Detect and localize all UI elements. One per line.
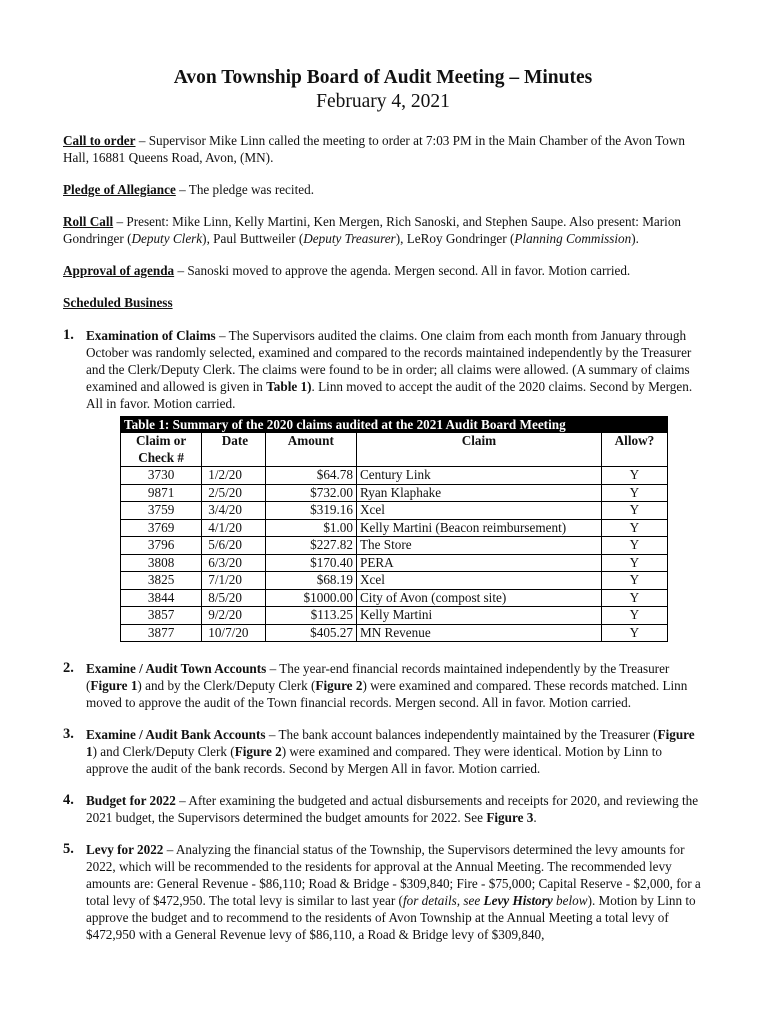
allow-cell: Y [601, 572, 667, 590]
table-row [121, 607, 668, 625]
amount-cell: $1000.00 [265, 589, 356, 607]
item-heading: Examine / Audit Bank Accounts [86, 727, 266, 742]
item-heading: Examine / Audit Town Accounts [86, 661, 267, 676]
item-text: ) and by the Clerk/Deputy Clerk ( [137, 678, 316, 693]
table-row [121, 624, 668, 642]
item-text: ). Motion by Linn to approve the budget and to recommend to the residents of Avon Township at the Annual Meeting a total levy of $472,950 with a General Revenue levy of $86,110, a Road & Bridge levy of $309,840, [86, 893, 696, 942]
table-row [121, 572, 668, 590]
date-cell: 4/1/20 [202, 519, 265, 537]
table-row [121, 537, 668, 555]
amount-cell: $1.00 [265, 519, 356, 537]
table-row [121, 467, 668, 485]
column-header-claim-number: Claim or Check # [121, 433, 202, 467]
item-number: 5. [63, 841, 74, 857]
business-item-4 [63, 792, 703, 826]
allow-cell: Y [601, 519, 667, 537]
figure-reference: Figure 2 [234, 744, 282, 759]
table-row [121, 519, 668, 537]
table-header-row [121, 433, 668, 467]
item-text: – Analyzing the financial status of the Township, the Supervisors determined the levy amounts for 2022, which will be recommended to the residents for approval at the Annual Meeting. The recommended levy amounts are: General Revenue - $86,110; Road & Bridge - $309,840; Fire - $75,000; Capital Reserve - $2,000, for a total levy of $472,950. The total levy is similar to last year ( [86, 842, 701, 908]
column-header-allow: Allow? [601, 433, 667, 467]
roll-call-text: – Present: Mike Linn, Kelly Martini, Ken Mergen, Rich Sanoski, and Stephen Saupe. Also present: Marion Gondringer ( [63, 214, 682, 246]
roll-call-text: ), Paul Buttweiler ( [202, 231, 304, 246]
pledge-heading: Pledge of Allegiance [63, 182, 176, 197]
document-title: Avon Township Board of Audit Meeting – Minutes [173, 67, 593, 88]
role-planning-commission: Planning Commission [514, 231, 632, 246]
roll-call-text: ). [631, 231, 639, 246]
allow-cell: Y [601, 467, 667, 485]
claim-cell: City of Avon (compost site) [356, 589, 601, 607]
italic-note: for details, see [402, 893, 484, 908]
business-item-2 [63, 660, 703, 711]
item-number: 4. [63, 792, 74, 808]
role-deputy-clerk: Deputy Clerk [131, 231, 203, 246]
item-number: 1. [63, 327, 74, 343]
amount-cell: $64.78 [265, 467, 356, 485]
table-row [121, 589, 668, 607]
item-text: – After examining the budgeted and actual disbursements and receipts for 2020, and reviewing the 2021 budget, the Supervisors determined the budget amounts for 2022. See [86, 793, 699, 825]
allow-cell: Y [601, 537, 667, 555]
date-cell: 5/6/20 [202, 537, 265, 555]
claims-table-wrapper [63, 416, 703, 642]
claim-cell: PERA [356, 554, 601, 572]
table-reference: Table 1) [266, 379, 312, 394]
item-text: . Linn moved to accept the audit of the 2020 claims. Second by Mergen. All in favor. Motion carried. [86, 379, 693, 411]
date-cell: 3/4/20 [202, 502, 265, 520]
roll-call-text: ), LeRoy Gondringer ( [395, 231, 515, 246]
roll-call-heading: Roll Call [63, 214, 114, 229]
item-text: – The year-end financial records maintained independently by the Treasurer ( [86, 661, 670, 693]
call-to-order-text: – Supervisor Mike Linn called the meeting to order at 7:03 PM in the Main Chamber of the Avon Town Hall, 16881 Queens Road, Avon, (MN). [63, 133, 685, 165]
amount-cell: $170.40 [265, 554, 356, 572]
call-to-order-paragraph [63, 132, 703, 166]
table-row [121, 502, 668, 520]
claim-cell: The Store [356, 537, 601, 555]
claims-table-body [121, 467, 668, 642]
agenda-text: – Sanoski moved to approve the agenda. Mergen second. All in favor. Motion carried. [174, 263, 631, 278]
claim-number-cell: 3857 [121, 607, 202, 625]
claim-number-cell: 3844 [121, 589, 202, 607]
pledge-text: – The pledge was recited. [175, 182, 314, 197]
allow-cell: Y [601, 484, 667, 502]
amount-cell: $732.00 [265, 484, 356, 502]
allow-cell: Y [601, 554, 667, 572]
figure-reference: Figure 1 [90, 678, 138, 693]
call-to-order-heading: Call to order [63, 133, 136, 148]
column-header-claim: Claim [356, 433, 601, 467]
item-text: – The Supervisors audited the claims. One claim from each month from January through October was randomly selected, examined and compared to the records maintained independently by the Treasurer and the Clerk/Deputy Clerk. The claims were found to be in order; all claims were allowed. (A summary of claims examined and allowed is given in [86, 328, 692, 394]
date-cell: 1/2/20 [202, 467, 265, 485]
roll-call-paragraph [63, 213, 703, 247]
italic-note: below [552, 893, 588, 908]
claim-number-cell: 3796 [121, 537, 202, 555]
claim-cell: Ryan Klaphake [356, 484, 601, 502]
claim-cell: Kelly Martini (Beacon reimbursement) [356, 519, 601, 537]
allow-cell: Y [601, 607, 667, 625]
allow-cell: Y [601, 589, 667, 607]
figure-reference: Figure 1 [86, 727, 695, 759]
business-item-5 [63, 841, 703, 943]
amount-cell: $405.27 [265, 624, 356, 642]
claim-cell: Xcel [356, 502, 601, 520]
claim-number-cell: 9871 [121, 484, 202, 502]
date-cell: 7/1/20 [202, 572, 265, 590]
claim-number-cell: 3769 [121, 519, 202, 537]
agenda-heading: Approval of agenda [63, 263, 175, 278]
claim-number-cell: 3730 [121, 467, 202, 485]
amount-cell: $68.19 [265, 572, 356, 590]
table-row [121, 484, 668, 502]
table-caption-row [121, 417, 668, 434]
figure-reference: Figure 3 [486, 810, 534, 825]
amount-cell: $113.25 [265, 607, 356, 625]
date-cell: 9/2/20 [202, 607, 265, 625]
agenda-paragraph [63, 262, 703, 279]
item-heading: Examination of Claims [86, 328, 216, 343]
allow-cell: Y [601, 502, 667, 520]
pledge-paragraph [63, 181, 703, 198]
business-item-3 [63, 726, 703, 777]
claim-cell: MN Revenue [356, 624, 601, 642]
allow-cell: Y [601, 624, 667, 642]
item-number: 2. [63, 660, 74, 676]
claim-number-cell: 3825 [121, 572, 202, 590]
item-text: . [533, 810, 537, 825]
column-header-date: Date [202, 433, 265, 467]
table-caption: Table 1: Summary of the 2020 claims audited at the 2021 Audit Board Meeting [121, 417, 668, 434]
role-deputy-treasurer: Deputy Treasurer [303, 231, 396, 246]
column-header-amount: Amount [265, 433, 356, 467]
claim-cell: Xcel [356, 572, 601, 590]
date-cell: 8/5/20 [202, 589, 265, 607]
item-heading: Budget for 2022 [86, 793, 176, 808]
date-cell: 2/5/20 [202, 484, 265, 502]
item-number: 3. [63, 726, 74, 742]
amount-cell: $319.16 [265, 502, 356, 520]
minutes-page [63, 66, 703, 958]
claim-cell: Century Link [356, 467, 601, 485]
table-row [121, 554, 668, 572]
figure-reference: Figure 2 [315, 678, 363, 693]
item-text: ) and Clerk/Deputy Clerk ( [92, 744, 235, 759]
claim-cell: Kelly Martini [356, 607, 601, 625]
date-cell: 10/7/20 [202, 624, 265, 642]
amount-cell: $227.82 [265, 537, 356, 555]
levy-history-reference: Levy History [483, 893, 553, 908]
item-text: – The bank account balances independently maintained by the Treasurer ( [265, 727, 658, 742]
business-item-1 [63, 327, 703, 412]
claims-table [120, 416, 668, 642]
item-text: ) were examined and compared. These records matched. Linn moved to approve the audit of the Town financial records. Mergen second. All in favor. Motion carried. [86, 678, 688, 710]
claim-number-cell: 3759 [121, 502, 202, 520]
claim-number-cell: 3808 [121, 554, 202, 572]
item-heading: Levy for 2022 [86, 842, 164, 857]
item-text: ) were examined and compared. They were identical. Motion by Linn to approve the audit of the bank records. Second by Mergen All in favor. Motion carried. [86, 744, 662, 776]
claim-number-cell: 3877 [121, 624, 202, 642]
scheduled-business-heading: Scheduled Business [63, 295, 173, 310]
meeting-date: February 4, 2021 [316, 91, 450, 112]
date-cell: 6/3/20 [202, 554, 265, 572]
